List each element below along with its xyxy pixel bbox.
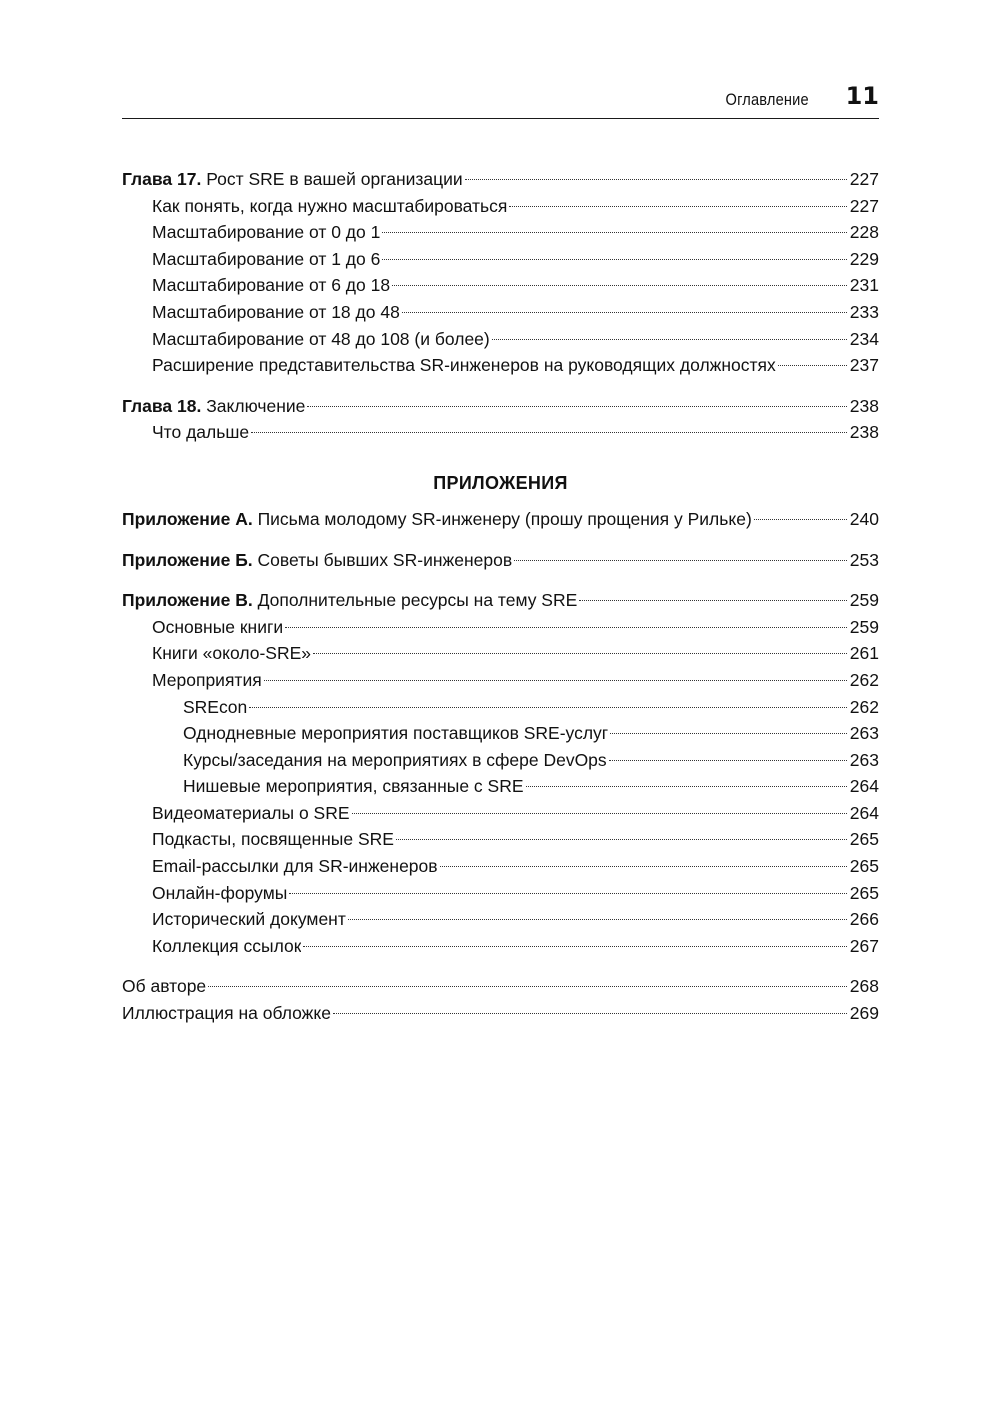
toc-page-number: 262	[849, 669, 879, 690]
toc-item-title: Подкасты, посвященные SRE	[152, 829, 394, 850]
toc-page-number: 265	[849, 856, 879, 877]
dot-leader	[754, 519, 847, 520]
toc-appendix-a[interactable]	[122, 506, 879, 533]
toc-chapter-title: Рост SRE в вашей организации	[206, 169, 463, 189]
toc-entry-title	[122, 393, 305, 420]
toc-item-title: Книги «около-SRE»	[152, 643, 312, 664]
toc-appendix-label: Приложение Б.	[122, 549, 253, 570]
toc-about-author[interactable]	[122, 973, 879, 1000]
toc-page-number: 263	[849, 749, 879, 770]
dot-leader	[208, 986, 847, 987]
toc-page-number: 231	[849, 275, 879, 296]
dot-leader	[303, 946, 846, 947]
toc-item-title: SREcon	[183, 696, 248, 717]
toc-item[interactable]	[122, 352, 879, 379]
toc-item-title: Email-рассылки для SR-инженеров	[152, 856, 438, 877]
toc-item[interactable]	[122, 880, 879, 907]
toc-item-title: Курсы/заседания на мероприятиях в сфере DevOps	[183, 749, 607, 770]
toc-chapter-label: Глава 18.	[122, 395, 202, 416]
dot-leader	[333, 1013, 847, 1014]
toc-page-number: 264	[849, 802, 879, 823]
toc-item[interactable]	[122, 419, 879, 446]
toc-page-number: 268	[849, 976, 879, 997]
toc-page-number: 269	[849, 1003, 879, 1024]
toc-appendix-b[interactable]	[122, 547, 879, 574]
toc-item-title: Коллекция ссылок	[152, 935, 302, 956]
dot-leader	[251, 432, 847, 433]
dot-leader	[382, 259, 846, 260]
toc-entry-title	[122, 166, 463, 193]
toc-page-number: 228	[849, 222, 879, 243]
dot-leader	[402, 312, 847, 313]
toc-chapter-title: Заключение	[206, 395, 306, 416]
toc-item-title: Исторический документ	[152, 909, 346, 930]
toc-item-title: Как понять, когда нужно масштабироваться	[152, 195, 508, 216]
toc-chapter-18[interactable]	[122, 393, 879, 420]
toc-page-number: 263	[849, 723, 879, 744]
toc-item[interactable]	[122, 853, 879, 880]
toc-item[interactable]	[122, 800, 879, 827]
toc-subitem[interactable]	[122, 694, 879, 721]
toc-item-title: Иллюстрация на обложке	[122, 1003, 331, 1024]
toc-item[interactable]	[122, 933, 879, 960]
toc-page-number: 265	[849, 882, 879, 903]
page-number: 11	[845, 82, 879, 110]
toc-entry-title	[122, 587, 577, 614]
toc-page-number: 233	[849, 301, 879, 322]
toc-subitem[interactable]	[122, 773, 879, 800]
dot-leader	[440, 866, 847, 867]
toc-page-number: 261	[849, 643, 879, 664]
dot-leader	[778, 365, 847, 366]
toc-item[interactable]	[122, 640, 879, 667]
toc-appendix-title: Письма молодому SR-инженеру (прошу прощения у Рильке)	[257, 508, 752, 529]
toc-entry-title	[122, 506, 752, 533]
toc-item[interactable]	[122, 246, 879, 273]
toc-item[interactable]	[122, 272, 879, 299]
dot-leader	[307, 406, 846, 407]
toc-page-number: 265	[849, 829, 879, 850]
toc-page-number: 267	[849, 935, 879, 956]
toc-item-title: Об авторе	[122, 976, 207, 997]
toc-item-title: Однодневные мероприятия поставщиков SRE-услуг	[183, 723, 609, 744]
toc-item-title: Основные книги	[152, 616, 284, 637]
dot-leader	[492, 339, 847, 340]
toc-item[interactable]	[122, 667, 879, 694]
toc-appendix-title: Дополнительные ресурсы на тему SRE	[257, 590, 578, 611]
toc-page-number: 238	[849, 395, 879, 416]
toc-item-title: Масштабирование от 18 до 48	[152, 301, 400, 322]
dot-leader	[610, 733, 847, 734]
dot-leader	[609, 760, 847, 761]
toc-item[interactable]	[122, 326, 879, 353]
toc-item[interactable]	[122, 299, 879, 326]
dot-leader	[264, 680, 847, 681]
toc-page-number: 234	[849, 328, 879, 349]
toc-appendix-title: Советы бывших SR-инженеров	[257, 549, 513, 570]
toc-page-number: 253	[849, 549, 879, 570]
toc-item-title: Масштабирование от 0 до 1	[152, 222, 381, 243]
toc-page-number: 264	[849, 776, 879, 797]
spacer	[122, 959, 879, 973]
toc-item[interactable]	[122, 219, 879, 246]
toc-item[interactable]	[122, 614, 879, 641]
toc-page-number: 259	[849, 616, 879, 637]
toc-page-number: 237	[849, 355, 879, 376]
dot-leader	[382, 232, 846, 233]
toc-item-title: Видеоматериалы о SRE	[152, 802, 350, 823]
dot-leader	[285, 627, 847, 628]
toc-item-title: Что дальше	[152, 422, 250, 443]
dot-leader	[526, 786, 847, 787]
toc-chapter-label: Глава 17.	[122, 169, 202, 189]
dot-leader	[579, 600, 847, 601]
running-header	[122, 84, 879, 119]
table-of-contents	[122, 166, 879, 1027]
dot-leader	[514, 560, 847, 561]
dot-leader	[249, 707, 847, 708]
spacer	[122, 573, 879, 587]
spacer	[122, 379, 879, 393]
toc-page-number: 238	[849, 422, 879, 443]
toc-item-title: Нишевые мероприятия, связанные с SRE	[183, 776, 524, 797]
toc-item[interactable]	[122, 826, 879, 853]
toc-item-title: Масштабирование от 48 до 108 (и более)	[152, 328, 490, 349]
spacer	[122, 533, 879, 547]
toc-page-number: 229	[849, 248, 879, 269]
toc-page-number: 259	[849, 590, 879, 611]
toc-item-title: Масштабирование от 1 до 6	[152, 248, 381, 269]
toc-page-number: 227	[849, 195, 879, 216]
toc-item[interactable]	[122, 193, 879, 220]
toc-item-title: Онлайн-форумы	[152, 882, 288, 903]
dot-leader	[392, 285, 847, 286]
appendices-heading: ПРИЛОЖЕНИЯ	[433, 472, 568, 493]
toc-item-title: Мероприятия	[152, 669, 262, 690]
dot-leader	[465, 179, 847, 180]
toc-page-number: 240	[849, 508, 879, 529]
running-title: Оглавление	[725, 90, 809, 109]
dot-leader	[313, 653, 847, 654]
dot-leader	[348, 919, 847, 920]
dot-leader	[352, 813, 847, 814]
toc-appendix-label: Приложение А.	[122, 508, 253, 529]
toc-appendix-label: Приложение В.	[122, 590, 253, 611]
toc-chapter-17[interactable]	[122, 166, 879, 193]
toc-appendix-v[interactable]	[122, 587, 879, 614]
toc-subitem[interactable]	[122, 720, 879, 747]
toc-cover-illustration[interactable]	[122, 1000, 879, 1027]
toc-item-title: Расширение представительства SR-инженеров на руководящих должностях	[152, 355, 776, 376]
toc-subitem[interactable]	[122, 747, 879, 774]
toc-page-number: 227	[849, 169, 879, 189]
dot-leader	[509, 206, 846, 207]
toc-item[interactable]	[122, 906, 879, 933]
toc-item-title: Масштабирование от 6 до 18	[152, 275, 391, 296]
dot-leader	[396, 839, 847, 840]
toc-entry-title	[122, 547, 512, 574]
toc-page-number: 262	[849, 696, 879, 717]
dot-leader	[289, 893, 846, 894]
toc-page-number: 266	[849, 909, 879, 930]
